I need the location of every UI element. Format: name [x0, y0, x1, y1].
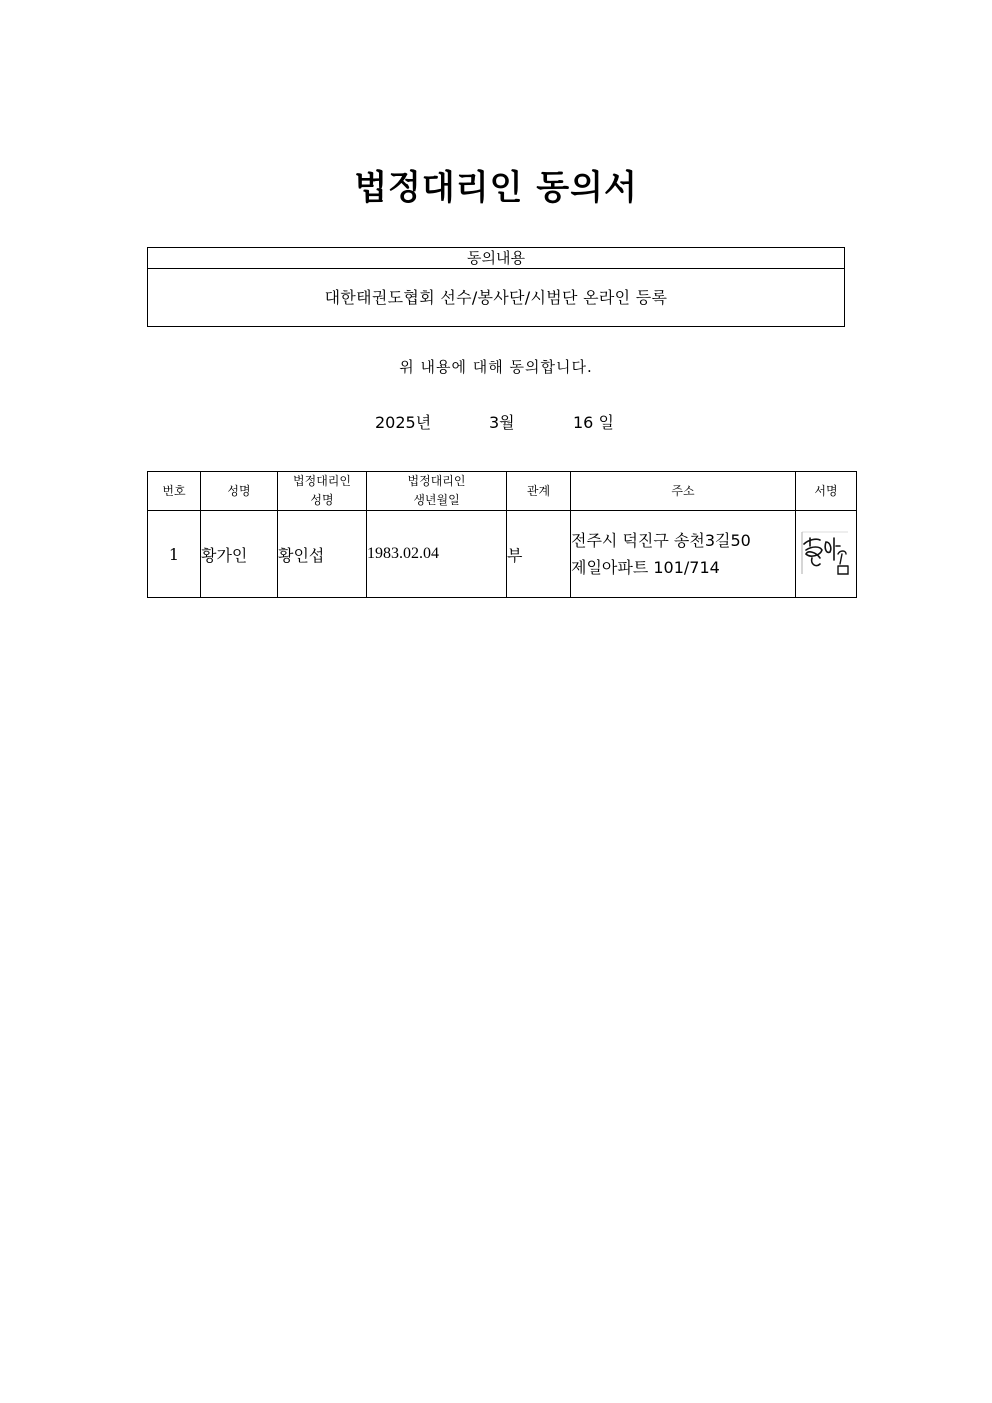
- header-rep-birth: [367, 472, 507, 511]
- consent-content: 대한태권도협회 선수/봉사단/시범단 온라인 등록: [324, 288, 668, 307]
- header-rep-name: [278, 472, 367, 511]
- consent-box: [147, 247, 845, 327]
- signature-image: [798, 524, 854, 584]
- header-relation: 관계: [507, 472, 571, 511]
- header-rep-birth-line2: 생년월일: [413, 493, 460, 507]
- guardian-info-table: [147, 471, 857, 598]
- cell-no: 1: [148, 511, 201, 598]
- date-month: 3월: [489, 413, 515, 432]
- header-signature: 서명: [796, 472, 857, 511]
- header-rep-birth-line1: 법정대리인: [407, 474, 466, 488]
- header-name: 성명: [201, 472, 278, 511]
- address-line2: 제일아파트 101/714: [571, 558, 720, 577]
- table-row: [148, 511, 857, 598]
- cell-address: [571, 511, 796, 598]
- agreement-statement: 위 내용에 대해 동의합니다.: [399, 358, 593, 376]
- header-no: 번호: [148, 472, 201, 511]
- cell-rep-birth: 1983.02.04: [367, 511, 507, 598]
- header-rep-name-line1: 법정대리인: [293, 474, 351, 488]
- cell-rep-name: 황인섭: [278, 511, 367, 598]
- date-day: 16 일: [573, 413, 614, 432]
- header-rep-name-line2: 성명: [310, 493, 334, 507]
- cell-signature: [796, 511, 857, 598]
- header-address: 주소: [571, 472, 796, 511]
- cell-relation: 부: [507, 511, 571, 598]
- consent-header: 동의내용: [148, 248, 844, 269]
- date-year: 2025년: [375, 413, 432, 432]
- document-title: 법정대리인 동의서: [354, 168, 638, 208]
- table-header-row: [148, 472, 857, 511]
- address-line1: 전주시 덕진구 송천3길50: [571, 531, 751, 550]
- cell-name: 황가인: [201, 511, 278, 598]
